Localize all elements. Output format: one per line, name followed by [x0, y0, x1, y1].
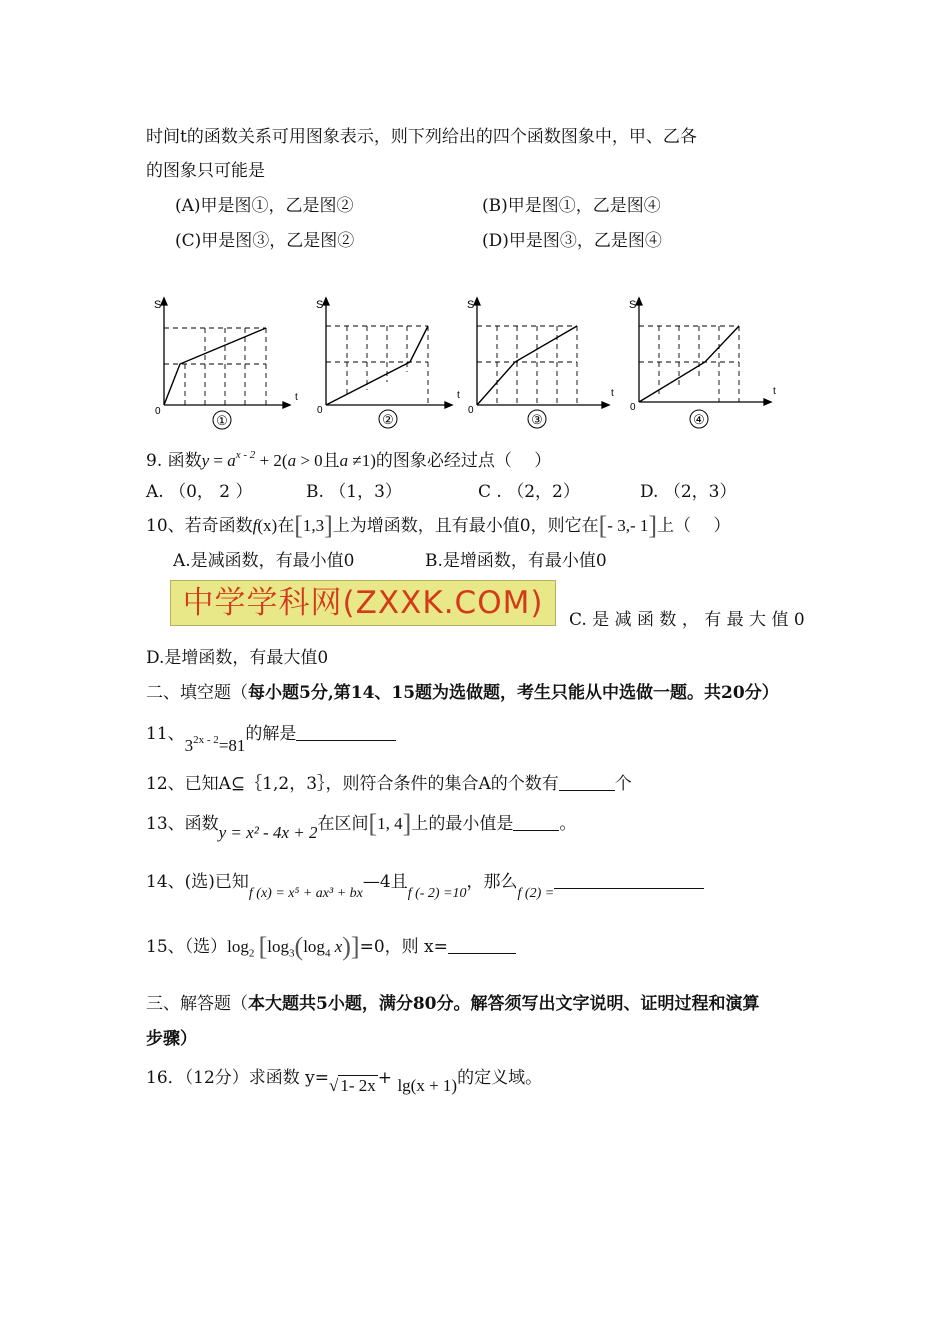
q10-option-d: D.是增函数，有最大值0 — [146, 648, 329, 668]
graph-1-xlabel: t — [295, 392, 298, 403]
q8-option-b: (B)甲是图①，乙是图④ — [482, 196, 661, 216]
graph-1-origin: 0 — [155, 406, 161, 417]
q9-option-a: A. （0， 2 ） — [146, 482, 253, 502]
q12: 12、已知A⊆｛1,2，3｝，则符合条件的集合A的个数有 个 — [146, 774, 632, 794]
section-2-heading: 二、填空题（每小题5分,第14、15题为选做题，考生只能从中选做一题。共20分） — [146, 683, 779, 703]
q11-answer-blank[interactable] — [296, 722, 396, 741]
graph-1-label: ① — [216, 413, 228, 428]
q8-option-d: (D)甲是图③，乙是图④ — [482, 231, 662, 251]
q15: 15、（选）$\log_2$ [$\log_3(\log_4$ x)]=0，则 x= — [146, 935, 516, 965]
q15-answer-blank[interactable] — [448, 935, 516, 954]
q9-stem: 9. 函数$y = a^{x - 2} + 2(a > 0$且a ≠1)的图象必经过点（ ） — [146, 449, 552, 471]
graph-4 — [625, 292, 775, 432]
q14-answer-blank[interactable] — [554, 870, 704, 889]
q9-option-c: C . （2，2） — [478, 482, 580, 502]
graph-4-label: ④ — [693, 412, 705, 427]
q13-answer-blank[interactable] — [513, 812, 559, 831]
section-3-heading-line1: 三、解答题（本大题共5小题，满分80分。解答须写出文字说明、证明过程和演算 — [146, 994, 760, 1014]
q10-option-a: A.是减函数，有最小值0 — [173, 551, 355, 571]
q10-option-c: C. 是 减 函 数 ， 有 最 大 值 0 — [569, 610, 805, 630]
graph-3-origin: 0 — [468, 405, 474, 416]
graph-4-origin: 0 — [630, 402, 636, 413]
graph-2-ylabel: S — [316, 299, 324, 311]
q16: 16．（12分）求函数 y=√ 1- 2x + lg(x + 1)的定义域。 — [146, 1068, 543, 1095]
graph-2-origin: 0 — [317, 405, 323, 416]
graph-4-xlabel: t — [773, 386, 776, 397]
graph-3 — [463, 292, 613, 432]
graph-1-ylabel: S — [154, 299, 162, 311]
q8-option-a: (A)甲是图①，乙是图② — [175, 196, 354, 216]
graph-4-ylabel: S — [629, 299, 637, 311]
q11: 11、$3^{2x - 2}=81$的解是 — [146, 716, 396, 746]
graph-3-xlabel: t — [611, 388, 614, 399]
q14: 14、(选)已知$_{f (x) = x^5 + ax^3 + bx}$—4且$_{f (- 2) =10}$，那么$_{f (2) =}$ — [146, 870, 704, 896]
q8-option-c: (C)甲是图③，乙是图② — [175, 231, 355, 251]
graph-2-label: ② — [382, 412, 394, 427]
graph-3-label: ③ — [531, 412, 543, 427]
section-3-heading-line2: 步骤） — [146, 1029, 197, 1049]
q10-stem: 10、若奇函数f(x)在[1,3]上为增函数，且有最小值0，则它在[- 3,- 1]上（ ） — [146, 511, 731, 540]
q13: 13、函数y = x² - 4x + 2在区间[1, 4]上的最小值是 。 — [146, 809, 577, 842]
q12-answer-blank[interactable] — [559, 772, 615, 791]
q10-option-b: B.是增函数，有最小值0 — [425, 551, 607, 571]
q9-option-b: B. （1，3） — [306, 482, 402, 502]
q8-line1: 时间t的函数关系可用图象表示，则下列给出的四个函数图象中，甲、乙各 — [146, 127, 697, 147]
graph-2 — [312, 292, 462, 432]
graph-1 — [150, 292, 300, 432]
graph-3-ylabel: S — [467, 299, 475, 311]
q8-line2: 的图象只可能是 — [146, 161, 265, 181]
watermark-banner: 中学学科网(ZXXK.COM) — [170, 580, 556, 626]
q9-option-d: D. （2，3） — [640, 482, 737, 502]
graph-2-xlabel: t — [457, 390, 460, 401]
